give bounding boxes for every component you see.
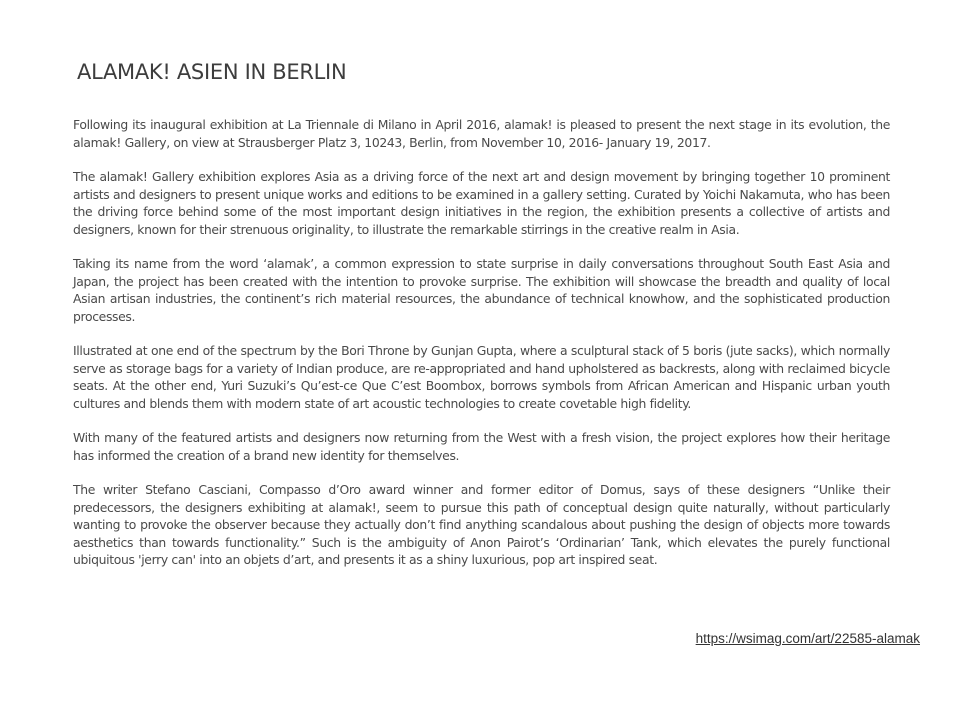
paragraph-heritage: With many of the featured artists and designers now returning from the West with a fresh vision, the project explores how their heritage has informed the creation of a brand new identity for themselves. <box>73 430 890 463</box>
page-title: ALAMAK! ASIEN IN BERLIN <box>77 60 347 84</box>
paragraph-exhibition: The alamak! Gallery exhibition explores Asia as a driving force of the next art and design movement by bringing together 10 prominent artists and designers to present unique works and editions to be examined in a gallery setting. Curated by Yoichi Nakamuta, who has been the driving force behind some of the most important design initiatives in the region, the exhibition presents a collective of artists and designers, known for their strenuous originality, to illustrate the remarkable stirrings in the creative realm in Asia. <box>73 169 890 237</box>
article-body <box>73 116 890 586</box>
paragraph-name-origin: Taking its name from the word ‘alamak’, a common expression to state surprise in daily conversations throughout South East Asia and Japan, the project has been created with the intention to provoke surprise. The exhibition will showcase the breadth and quality of local Asian artisan industries, the continent’s rich material resources, the abundance of technical knowhow, and the sophisticated production processes. <box>73 256 890 324</box>
source-link[interactable]: https://wsimag.com/art/22585-alamak <box>695 631 920 646</box>
paragraph-spectrum: Illustrated at one end of the spectrum by the Bori Throne by Gunjan Gupta, where a sculptural stack of 5 boris (jute sacks), which normally serve as storage bags for a variety of Indian produce, are re-appropriated and hand upholstered as backrests, along with reclaimed bicycle seats. At the other end, Yuri Suzuki’s Qu’est-ce Que C’est Boombox, borrows symbols from African American and Hispanic urban youth cultures and blends them with modern state of art acoustic technologies to create covetable high fidelity. <box>73 343 890 411</box>
paragraph-quote: The writer Stefano Casciani, Compasso d’Oro award winner and former editor of Domus, says of these designers “Unlike their predecessors, the designers exhibiting at alamak!, seem to pursue this path of conceptual design quite naturally, without particularly wanting to provoke the observer because they actually don’t find anything scandalous about pushing the design of objects more towards aesthetics than towards functionality.” Such is the ambiguity of Anon Pairot’s ‘Ordinarian’ Tank, which elevates the purely functional ubiquitous 'jerry can' into an objets d’art, and presents it as a shiny luxurious, pop art inspired seat. <box>73 482 890 567</box>
paragraph-intro: Following its inaugural exhibition at La Triennale di Milano in April 2016, alamak! is pleased to present the next stage in its evolution, the alamak! Gallery, on view at Strausberger Platz 3, 10243, Berlin, from November 10, 2016- January 19, 2017. <box>73 117 890 150</box>
